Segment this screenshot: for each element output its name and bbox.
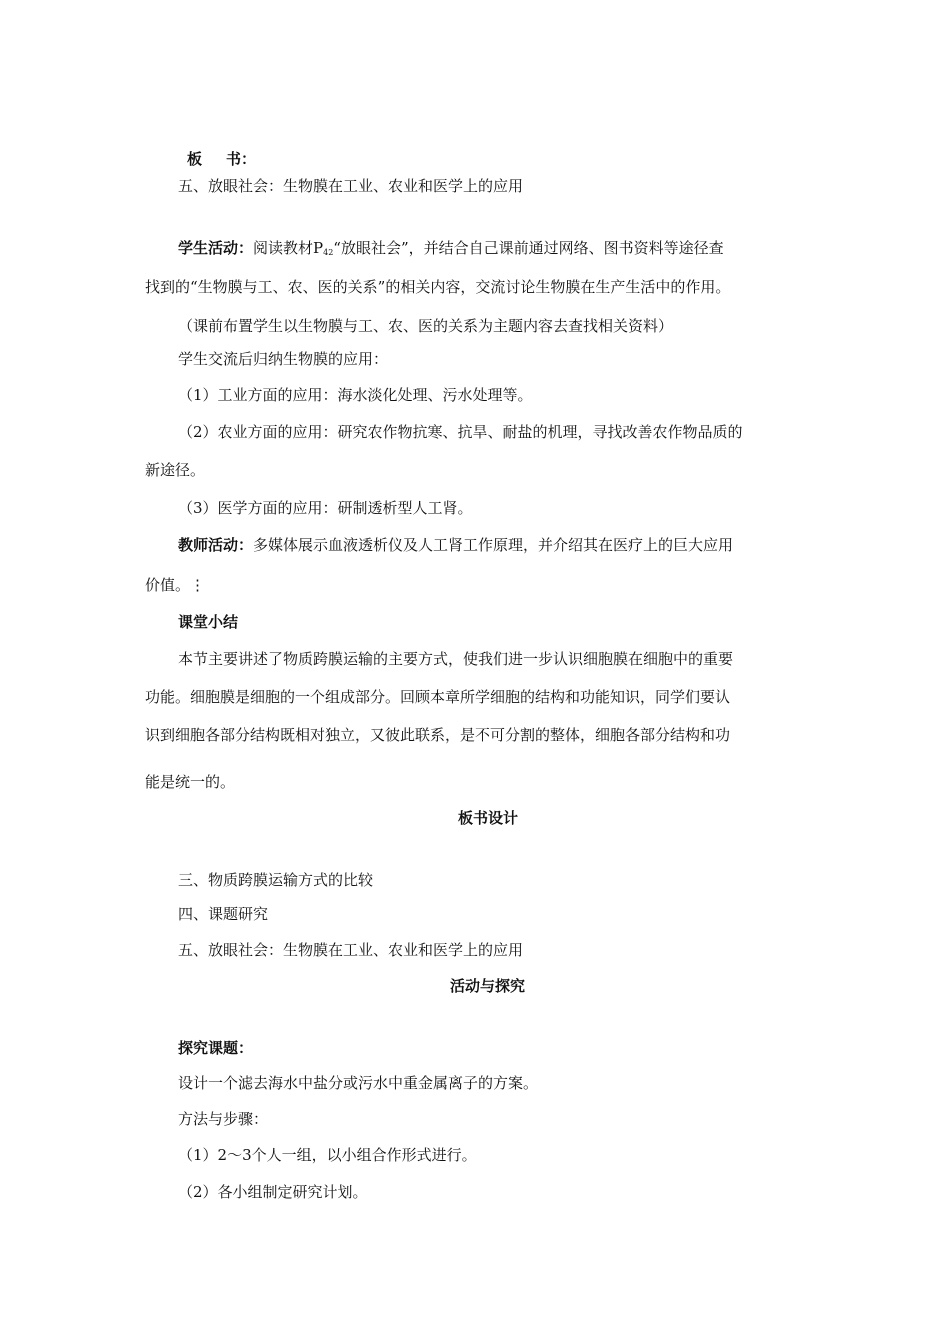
activity-heading: 活动与探究 [450,977,526,995]
step-2: （2）各小组制定研究计划。 [178,1183,368,1201]
board-title-part-b: 书： [226,150,257,168]
board-title-part-a: 板 [187,150,203,168]
board-design-line-3: 五、放眼社会：生物膜在工业、农业和医学上的应用 [178,941,524,959]
method-label: 方法与步骤： [178,1110,269,1128]
application-item-2b: 新途径。 [145,461,206,479]
teacher-activity-label: 教师活动： [178,536,254,554]
student-activity-label: 学生活动： [178,239,254,257]
student-activity-note: （课前布置学生以生物膜与工、农、医的关系为主题内容去查找相关资料） [178,317,674,335]
class-summary-line-2: 功能。细胞膜是细胞的一个组成部分。回顾本章所学细胞的结构和功能知识，同学们要认 [145,688,731,706]
class-summary-line-1: 本节主要讲述了物质跨膜运输的主要方式，使我们进一步认识细胞膜在细胞中的重要 [178,650,734,668]
student-activity-line-1 [178,238,724,263]
application-item-1: （1）工业方面的应用：海水淡化处理、污水处理等。 [178,386,533,404]
board-design-line-2: 四、课题研究 [178,905,269,923]
student-activity-text-a: 阅读教材P [253,239,324,257]
application-item-2a: （2）农业方面的应用：研究农作物抗寒、抗旱、耐盐的机理，寻找改善农作物品质的 [178,423,743,441]
teacher-activity-line-2: 价值。⋮ [145,576,206,594]
teacher-activity-line-1 [178,535,733,555]
topic-text: 设计一个滤去海水中盐分或污水中重金属离子的方案。 [178,1074,539,1092]
student-activity-line-2: 找到的“生物膜与工、农、医的关系”的相关内容，交流讨论生物膜在生产生活中的作用。 [145,278,731,296]
class-summary-heading: 课堂小结 [178,613,239,631]
textbook-page-subscript: 42 [323,248,334,257]
topic-label: 探究课题： [178,1039,254,1057]
student-activity-text-b: “放眼社会”，并结合自己课前通过网络、图书资料等途径查 [333,239,724,257]
board-design-heading: 板书设计 [458,809,519,827]
application-item-3: （3）医学方面的应用：研制透析型人工肾。 [178,499,473,517]
class-summary-line-3: 识到细胞各部分结构既相对独立，又彼此联系，是不可分割的整体，细胞各部分结构和功 [145,726,731,744]
board-title [187,149,256,169]
class-summary-line-4: 能是统一的。 [145,773,236,791]
teacher-activity-text: 多媒体展示血液透析仪及人工肾工作原理，并介绍其在医疗上的巨大应用 [253,536,734,554]
summary-intro: 学生交流后归纳生物膜的应用： [178,350,389,368]
board-line: 五、放眼社会：生物膜在工业、农业和医学上的应用 [178,177,524,195]
board-design-line-1: 三、物质跨膜运输方式的比较 [178,871,374,889]
step-1: （1）2～3个人一组，以小组合作形式进行。 [178,1146,477,1164]
